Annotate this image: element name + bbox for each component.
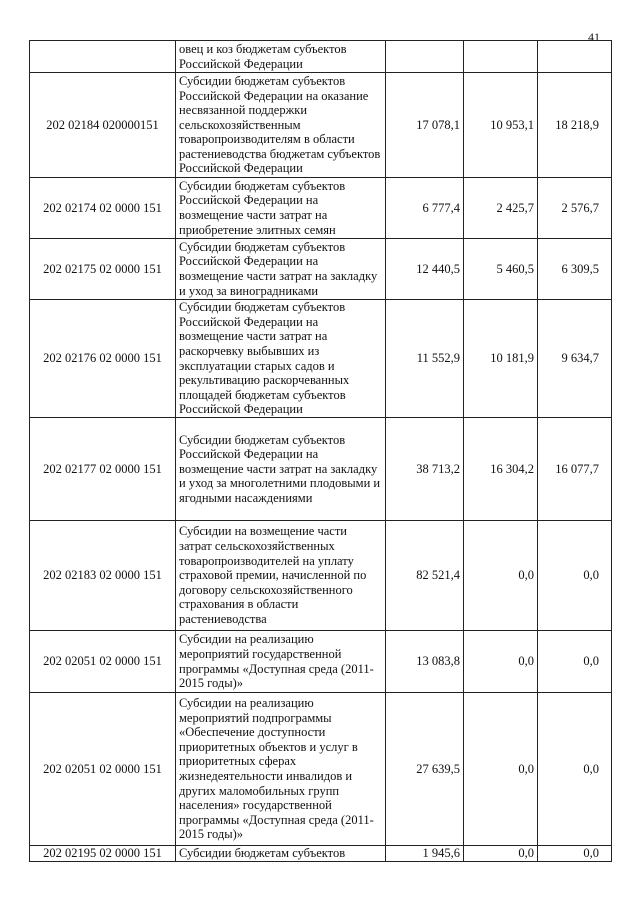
- row-value-2: [464, 41, 538, 73]
- row-value-3: [538, 41, 612, 73]
- row-value-1: 6 777,4: [386, 178, 464, 239]
- row-value-2: 5 460,5: [464, 239, 538, 300]
- row-code: 202 02195 02 0000 151: [30, 846, 176, 862]
- row-value-1: 11 552,9: [386, 300, 464, 418]
- row-code: 202 02184 020000151: [30, 73, 176, 178]
- row-code: 202 02174 02 0000 151: [30, 178, 176, 239]
- row-value-2: 0,0: [464, 846, 538, 862]
- row-value-1: 13 083,8: [386, 631, 464, 693]
- row-code: 202 02175 02 0000 151: [30, 239, 176, 300]
- row-value-1: 38 713,2: [386, 418, 464, 521]
- row-value-2: 0,0: [464, 693, 538, 846]
- row-code: 202 02183 02 0000 151: [30, 521, 176, 631]
- table-row: [30, 521, 612, 631]
- row-name: Субсидии на реализацию мероприятий подпрограммы «Обеспечение доступности приоритетных объектов и услуг в приоритетных сферах жизнедеятельности инвалидов и других маломобильных групп населения» государственной программы «Доступная среда (2011-2015 годы)»: [176, 693, 386, 846]
- row-value-1: [386, 41, 464, 73]
- row-value-2: 10 181,9: [464, 300, 538, 418]
- row-value-1: 82 521,4: [386, 521, 464, 631]
- row-code: 202 02177 02 0000 151: [30, 418, 176, 521]
- row-value-3: 16 077,7: [538, 418, 612, 521]
- row-code: 202 02051 02 0000 151: [30, 693, 176, 846]
- row-name: Субсидии на реализацию мероприятий государственной программы «Доступная среда (2011-2015 годы)»: [176, 631, 386, 693]
- row-value-3: 0,0: [538, 846, 612, 862]
- table-row: [30, 631, 612, 693]
- table-row: [30, 73, 612, 178]
- row-value-2: 0,0: [464, 521, 538, 631]
- row-name: Субсидии бюджетам субъектов Российской Федерации на возмещение части затрат на приобретение элитных семян: [176, 178, 386, 239]
- row-code: 202 02176 02 0000 151: [30, 300, 176, 418]
- table-row: [30, 41, 612, 73]
- table-row: [30, 239, 612, 300]
- row-name: Субсидии на возмещение части затрат сельскохозяйственных товаропроизводителей на уплату страховой премии, начисленной по договору сельскохозяйственного страхования в области растениеводства: [176, 521, 386, 631]
- table-row: [30, 693, 612, 846]
- table-row: [30, 418, 612, 521]
- row-name: Субсидии бюджетам субъектов Российской Федерации на возмещение части затрат на раскорчевку выбывших из эксплуатации старых садов и рекультивацию раскорчеванных площадей бюджетам субъектов Российской Федерации: [176, 300, 386, 418]
- table-row: [30, 300, 612, 418]
- row-value-1: 27 639,5: [386, 693, 464, 846]
- row-name: Субсидии бюджетам субъектов Российской Федерации на оказание несвязанной поддержки сельскохозяйственным товаропроизводителям в области растениеводства бюджетам субъектов Российской Федерации: [176, 73, 386, 178]
- row-value-1: 12 440,5: [386, 239, 464, 300]
- row-value-1: 1 945,6: [386, 846, 464, 862]
- row-value-3: 2 576,7: [538, 178, 612, 239]
- row-value-2: 0,0: [464, 631, 538, 693]
- row-value-1: 17 078,1: [386, 73, 464, 178]
- table-row: [30, 178, 612, 239]
- row-name: Субсидии бюджетам субъектов: [176, 846, 386, 862]
- row-code: [30, 41, 176, 73]
- row-value-3: 6 309,5: [538, 239, 612, 300]
- row-value-3: 0,0: [538, 521, 612, 631]
- table-row: [30, 846, 612, 862]
- row-name: Субсидии бюджетам субъектов Российской Федерации на возмещение части затрат на закладку и уход за многолетними плодовыми и ягодными насаждениями: [176, 418, 386, 521]
- row-value-2: 16 304,2: [464, 418, 538, 521]
- row-value-3: 9 634,7: [538, 300, 612, 418]
- row-name: овец и коз бюджетам субъектов Российской Федерации: [176, 41, 386, 73]
- row-value-3: 0,0: [538, 693, 612, 846]
- budget-table: [29, 40, 612, 862]
- row-value-2: 10 953,1: [464, 73, 538, 178]
- row-value-2: 2 425,7: [464, 178, 538, 239]
- row-name: Субсидии бюджетам субъектов Российской Федерации на возмещение части затрат на закладку и уход за виноградниками: [176, 239, 386, 300]
- row-value-3: 18 218,9: [538, 73, 612, 178]
- row-value-3: 0,0: [538, 631, 612, 693]
- row-code: 202 02051 02 0000 151: [30, 631, 176, 693]
- page-number: 41: [588, 30, 600, 44]
